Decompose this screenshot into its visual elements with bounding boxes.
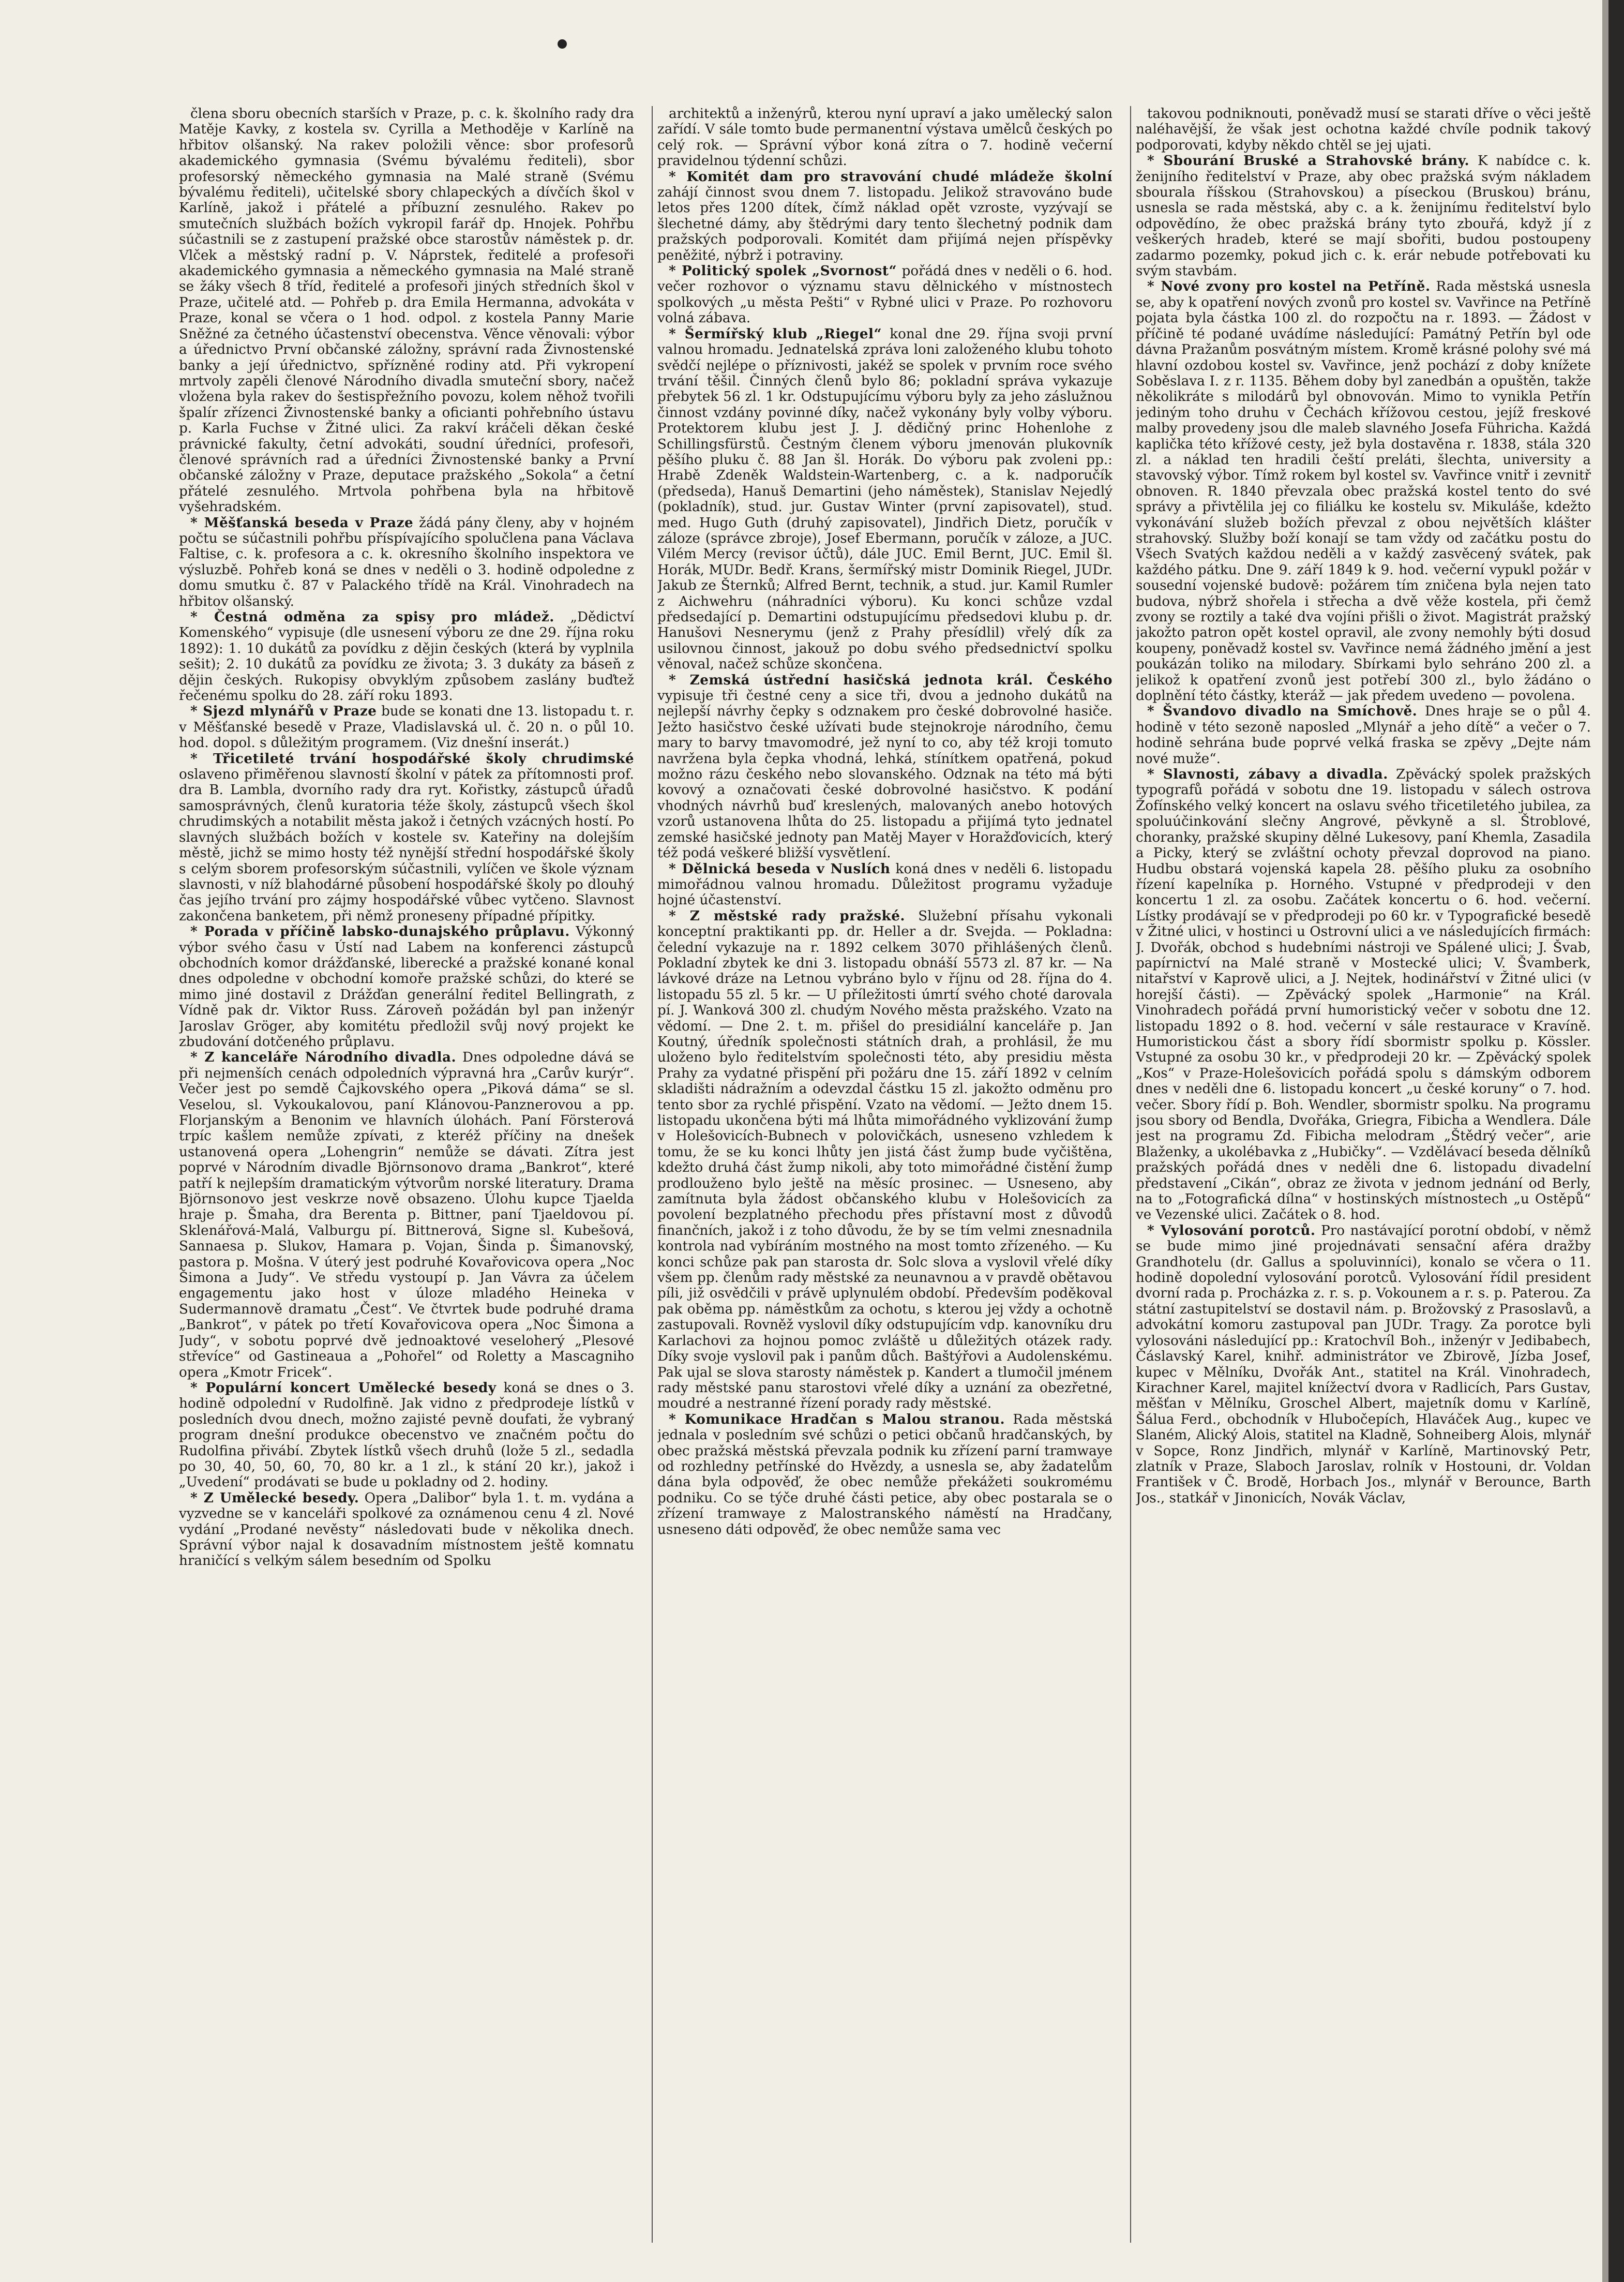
- article-paragraph: [179, 1050, 634, 1380]
- article-text: Zpěvácký spolek pražských typografů pořádá v sobotu dne 19. listopadu v sálech ostrova Žofínského velký koncert na oslavu svého třicetiletého jubilea, za spoluúčinkování slečny Angrové, pěvkyně a sl. Štroblové, choranky, pražské skupiny dělné Lukesovy, paní Khemla, Zasadila a Picky, který se zvláštní ochoty převzal doprovod na piano. Hudbu obstará vojenská kapela 28. pěšího pluku za osobního řízení kapelníka p. Horného. Vstupné v předprodeji v den koncertu 1 zl. za osobu. Začátek koncertu o 6. hod. večerní. Lístky prodávají se v předprodeji po 60 kr. v Typografické besedě v Žitné ulici, v hostinci u Ostrovní ulici a ve následujících firmách: J. Dvořák, obchod s hudebními nástroji ve Spálené ulici; J. Švab, papírnictví na Malé straně v Mostecké ulici; V. Švamberk, nitařství v Kaprově ulici, a J. Nejtek, hodinářství v Žitné ulici (v horejší části). — Zpěvácký spolek „Harmonie“ na Král. Vinohradech pořádá první humoristický večer v sobotu dne 12. listopadu 1892 o 8. hod. večerní v sále restaurace v Kravíně. Humoristickou část a sbory řídí sbormistr spolku p. Kössler. Vstupné za osobu 30 kr., v předprodeji 20 kr. — Zpěvácký spolek „Kos“ v Praze-Holešovicích pořádá spolu s dámským odborem dnes v neděli dne 6. listopadu koncert „u české koruny“ o 7. hod. večer. Sbory řídí p. Boh. Wendler, sbormistr spolku. Na programu jsou sbory od Bendla, Dvořáka, Griegra, Fibicha a Wendlera. Dále jest na programu Zd. Fibicha melodram „Štědrý večer“, arie Blaženky, a ukolébavka z „Hubičky“. — Vzdělávací beseda dělníků pražských pořádá dnes v neděli dne 6. listopadu divadelní představení „Cikán“, obraz ze života v jednom jednání od Berly, na to „Fotografická dílna“ v hostinských místnostech „u Ostěpů“ ve Vezenské ulici. Začátek o 8. hod.: [1136, 767, 1591, 1223]
- article-heading: * Z Umělecké besedy.: [190, 1489, 359, 1506]
- article-paragraph: [657, 861, 1112, 908]
- article-text: pořádá dnes v neděli o 6. hod. večer rozhovor o významu stavu dělnického v místnostech spolkových „u města Pešti“ v Rybné ulici v Praze. Po rozhovoru volná zábava.: [657, 263, 1112, 326]
- article-paragraph: [657, 106, 1112, 169]
- news-columns: [179, 106, 1591, 2243]
- article-text: architektů a inženýrů, kterou nyní upraví a jako umělecký salon zařídí. V sále tomto bude permanentní výstava umělců českých po celý rok. — Správní výbor koná zítra o 7. hodině večerní pravidelnou týdenní schůzi.: [657, 106, 1112, 169]
- column-2: [657, 106, 1112, 2243]
- article-paragraph: [657, 326, 1112, 673]
- article-heading: * Nové zvony pro kostel na Petříně.: [1147, 278, 1431, 295]
- article-heading: * Sbourání Bruské a Strahovské brány.: [1147, 153, 1470, 169]
- article-text: Opera „Dalibor“ byla 1. t. m. vydána a vyzvedne se v kanceláři spolkové za oznámenou cenu 4 zl. Nové vydání „Prodané nevěsty“ následovati bude v několika dnech. Správní výbor najal k dosavadním místnostem ještě komnatu hraničící s velkým sálem besedním od Spolku: [179, 1490, 634, 1569]
- article-heading: * Porada v příčině labsko-dunajského průplavu.: [190, 923, 570, 940]
- article-text: Rada městská jednala v posledním své schůzi o petici občanů hradčanských, by obec pražská městská převzala podnik ku zřízení parní tramwaye od rozhledny petřínské do Hvězdy, a usnesla se, aby žadatelům dána byla odpověď, že obec nemůže překážeti soukromému podniku. Co se týče druhé části petice, aby obec postarala se o zřízení tramwaye z Malostranského náměstí na Hradčany, usneseno dáti odpověď, že obec nemůže sama vec: [657, 1411, 1112, 1538]
- article-heading: * Čestná odměna za spisy pro mládež.: [190, 609, 554, 625]
- article-paragraph: [657, 169, 1112, 263]
- article-heading: * Populární koncert Umělecké besedy: [190, 1379, 497, 1396]
- article-paragraph: [179, 1380, 634, 1490]
- article-paragraph: [657, 263, 1112, 326]
- article-text: bude se konati dne 13. listopadu t. r. v Měšťanské besedě v Praze, Vladislavská ul. č. 20 n. o půl 10. hod. dopol. s důležitým programem. (Viz dnešní inserát.): [179, 704, 634, 751]
- article-text: „Dědictví Komenského“ vypisuje (dle usnesení výboru ze dne 29. října roku 1892): 1. 10 dukátů za povídku z dějin českých (která by vyplnila sešit); 2. 10 dukátů za povídku ze života; 3. 3 dukáty za báseň z dějin českých. Rukopisy obvyklým způsobem zaslány buďtež řečenému spolku do 28. září roku 1893.: [179, 609, 634, 704]
- article-text: člena sboru obecních starších v Praze, p. c. k. školního rady dra Matěje Kavky, z kostela sv. Cyrilla a Methoděje v Karlíně na hřbitov olšanský. Na rakev položili věnce: sbor profesorů akademického gymnasia (Svému bývalému řediteli), sbor profesorský německého gymnasia na Malé straně (Svému bývalému řediteli), učitelské sbory chlapeckých a dívčích škol v Karlíně, jakož i přátelé a příbuzní zesnulého. Rakev po smutečních službách božích vykropil farář dp. Hnojek. Pohřbu súčastnili se z zastupení pražské obce starostův náměstek p. dr. Vlček a městský radní p. V. Náprstek, ředitelé a profesoři akademického gymnasia a německého gymnasia na Malé straně se žáky všech 8 tříd, ředitelé a profesoři jiných středních škol v Praze, učitelé atd. — Pohřeb p. dra Emila Hermanna, advokáta v Praze, konal se včera o 1 hod. odpol. z kostela Panny Marie Sněžné za četného účastenství obecenstva. Věnce věnovali: výbor a úřednictvo První občanské záložny, správní rada Živnostenské banky a její úřednictvo, spřízněné rodiny atd. Při vykropení mrtvoly zapěli členové Národního divadla smuteční sbory, načež vložena byla rakev do šestispřežního povozu, kolem něhož tvořili špalír zřízenci Živnostenské banky a oficianti pohřebního ústavu p. Karla Fuchse v Žitné ulici. Za rakví kráčeli děkan české právnické fakulty, četní advokáti, soudní úředníci, profesoři, členové správních rad a úředníci Živnostenské banky a První občanské záložny v Praze, deputace pražského „Sokola“ a četní přátelé zesnulého. Mrtvola pohřbena byla na hřbitově vyšehradském.: [179, 106, 634, 515]
- article-paragraph: [1136, 1223, 1591, 1506]
- article-text: Pro nastávající porotní období, v němž se bude mimo jiné projednávati sensační aféra dražby Grandhotelu (dr. Gallus a spoluvinníci), konalo se včera o 11. hodině dopolední vylosování porotců. Vylosování řídil president dvorní rada p. Procházka z. r. s. p. Vokounem a r. s. p. Paterou. Za státní zastupitelství se dostavil nám. p. Brožovský z Prasoslavů, a advokátní komoru zastupoval pan JUDr. Tragy. Za porotce byli vylosováni následující pp.: Kratochvíl Boh., inženýr v Jedibabech, Čáslavský Karel, knihř. administrátor ve Zbirově, Jízba Josef, kupec v Mělníku, Dvořák Ant., statitel na Král. Vinohradech, Kirachner Karel, majitel knížectví dvora v Radlicích, Pars Gustav, měšťan v Mělníku, Groschel Albert, majetník domu v Karlíně, Šálua Ferd., obchodník v Hlubočepích, Hlaváček Aug., kupec ve Slaném, Alický Alois, statitel na Kladně, Sohneiberg Alois, mlynář v Sopce, Ronz Jindřich, mlynář v Karlíně, Martinovský Petr, zlatník v Praze, Slaboch Jaroslav, rolník v Hostouni, dr. Voldan František v Č. Brodě, Horbach Jos., mlynář v Berounce, Barth Jos., statkář v Jinonicích, Novák Václav,: [1136, 1222, 1591, 1506]
- article-text: Dnes hraje se o půl 4. hodině v této sezoně naposled „Mlynář a jeho dítě“ a večer o 7. hodině sehrána bude poprvé velká fraska se zpěvy „Dejte nám nové muže“.: [1136, 704, 1591, 767]
- article-text: koná se dnes o 3. hodině odpolední v Rudolfině. Jak vidno z předprodeje lístků v posledních dvou dnech, možno zajisté pevně doufati, že vybraný program dnešní produkce obecenstvo ve značném počtu do Rudolfina přivábí. Zbytek lístků všech druhů (lože 5 zl., sedadla po 30, 40, 50, 60, 70, 80 kr. a 1 zl., k stání 20 kr.), jakož i „Uvedení“ prodávati se bude u pokladny od 2. hodiny.: [179, 1380, 634, 1490]
- column-3: [1136, 106, 1591, 2243]
- article-text: konal dne 29. října svoji první valnou hromadu. Jednatelská zpráva loni založeného klubu tohoto svědčí nejlépe o příznivosti, jakéž se spolek v prvním roce svého trvání těšil. Činných členů bylo 86; pokladní správa vykazuje přebytek 56 zl. 1 kr. Odstupujícímu výboru byly za jeho záslužnou činnost vzdány povinné díky, načež vykonány byly volby výboru. Protektorem klubu jest J. J. dědičný princ Hohenlohe z Schillingsfürstů. Čestným členem výboru jmenován plukovník pěšího pluku č. 88 Jan šl. Horák. Do výboru pak zvoleni pp.: Hrabě Zdeněk Waldstein-Wartenberg, c. a k. nadporučík (předseda), Hanuš Demartini (jeho náměstek), Stanislav Nejedlý (pokladník), stud. jur. Gustav Winter (první zapisovatel), stud. med. Hugo Guth (druhý zapisovatel), Jindřich Dietz, poručík v záloze (správce zbroje), Josef Ebermann, poručík v záloze, a JUC. Vilém Mercy (revisor účtů), dále JUC. Emil Bernt, JUC. Emil šl. Horák, MUDr. Bedř. Krans, šermířský mistr Dominik Riegel, JUDr. Jakub ze Šternků; Alfred Bernt, technik, a stud. jur. Kamil Rumler z Aichwehru (náhradníci výboru). Ku konci schůze vzdal předsedající p. Demartini odstupujícímu předsedovi klubu p. dr. Hanušovi Nesnerymu (jenž z Prahy přesídlil) vřelý dík za usilovnou činnost, jakouž po dobu svého předsednictví spolku věnoval, načež schůze skončena.: [657, 326, 1112, 673]
- article-heading: * Komitét dam pro stravování chudé mládeže školní: [669, 168, 1112, 185]
- article-heading: * Vylosování porotců.: [1147, 1222, 1316, 1239]
- article-heading: * Šermířský klub „Riegel“: [669, 325, 882, 342]
- article-paragraph: [179, 704, 634, 751]
- article-heading: * Švandovo divadlo na Smíchově.: [1147, 703, 1418, 720]
- article-heading: * Třicetileté trvání hospodářské školy chrudimské: [190, 750, 634, 767]
- article-heading: * Z městské rady pražské.: [669, 907, 905, 924]
- punch-hole: [558, 39, 567, 49]
- article-text: K nabídce c. k. ženijního ředitelství v Praze, aby obec pražská svým nákladem sbourala říšskou (Strahovskou) a píseckou (Bruskou) bránu, usnesla se rada městská, aby c. a k. ženijnímu ředitelství bylo odpovědíno, že obec pražská brány tyto zbouřá, když jí z veškerých hradeb, které se mají sbořiti, budou postoupeny zadarmo pozemky, pokud jich c. k. erár nebude potřebovati ku svým stavbám.: [1136, 153, 1591, 279]
- article-paragraph: [1136, 153, 1591, 279]
- article-heading: * Měšťanská beseda v Praze: [190, 514, 414, 531]
- article-paragraph: [657, 908, 1112, 1412]
- article-text: zahájí činnost svou dnem 7. listopadu. Jelikož stravováno bude letos přes 1200 dítek, čímž náklad opět vzroste, vyzývají se šlechetné dámy, aby štědrými dary tento šlechetný podnik dam pražských podporovali. Komitét dam přijímá nejen příspěvky peněžité, nýbrž i potraviny.: [657, 185, 1112, 263]
- page-edge-shadow: [1602, 0, 1608, 2282]
- article-heading: * Sjezd mlynářů v Praze: [190, 703, 377, 720]
- article-text: vypisuje tři čestné ceny a sice tři, dvou a jednoho dukátů na nejlepší návrhy čepky s odznakem pro české dobrovolné hasiče. Ježto hasičstvo české užívati bude stejnokroje národního, čemu mary to barvy tmavomodré, jež nyní to co, aby též kroji tomuto navržena byla čepka vhodná, lehká, stínítkem opatřená, pokud možno rázu českého nebo slovanského. Odznak na této má býti kovový a označovati české dobrovolné hasičstvo. K podání vhodných návrhů buď kreslených, malovaných anebo hotových vzorů ustanovena lhůta do 25. listopadu a přijímá tyto jednatel zemské hasičské jednoty pan Matěj Mayer v Horažďovicích, který též podá veškeré bližší vysvětlení.: [657, 688, 1112, 861]
- article-paragraph: [179, 106, 634, 515]
- article-heading: * Dělnická beseda v Nuslích: [669, 860, 891, 877]
- article-heading: * Slavnosti, zábavy a divadla.: [1147, 766, 1388, 783]
- article-text: Služební přísahu vykonali konceptní praktikanti pp. dr. Heller a dr. Svejda. — Pokladna: čelední vykazuje na r. 1892 celkem 3070 přihlášených členů. Pokladní zbytek ke dni 3. listopadu obnáší 5573 zl. 87 kr. — Na lávkové dráze na Letnou vybráno bylo v říjnu od 28. října do 4. listopadu 55 zl. 5 kr. — U příležitosti úmrtí svého choté darovala pí. J. Wanková 300 zl. chudým Nového města pražského. Vzato na vědomí. — Dne 2. t. m. přišel do presidiální kanceláře p. Jan Koutný, úředník společnosti státních drah, a prohlásil, že mu uloženo bylo ředitelstvím společnosti této, aby presidiu města Prahy za vydatné přispění při požáru dne 15. září 1892 v celním skladišti nádražním a odevzdal částku 15 zl. jakožto odměnu pro tento sbor za rychlé přispění. Vzato na vědomí. — Ježto dnem 15. listopadu ukončena býti má lhůta mimořádného vyklizování žump v Holešovicích-Bubnech v polovičkách, usneseno vzhledem k tomu, že se ku konci lhůty jen jistá část žump bude vyčištěna, kdežto druhá část žump nikoli, aby toto mimořádné čistění žump prodlouženo bylo ještě na měsíc prosinec. — Usneseno, aby zamítnuta byla žádost občanského klubu v Holešovicích za povolení bezplatného přechodu přes přístavní most z důvodů finančních, jakož i z toho důvodu, že by se tím velmi znesnadnila kontrola nad vybíráním mostného na most tomto zřízeného. — Ku konci schůze pak pan starosta dr. Solc slova a vyslovil vřelé díky všem pp. členům rady městské za neunavnou a v pravdě obětavou píli, již osvědčili v právě uplynulém období. Především poděkoval pak oběma pp. náměstkům za ochotu, s kterou jej vždy a ochotně zastupovali. Rovněž vyslovil díky odstupujícím vdp. kanovníku dru Karlachovi za hojnou pomoc zvláště u důležitých otázek rady. Díky svoje vyslovil pak i panům důch. Baštýřovi a Audolenskému. Pak ujal se slova starosty náměstek p. Kandert a tlumočil jménem rady městské panu starostovi vřelé díky a uznání za obezřetné, moudré a nestranné řízení porady rady městské.: [657, 908, 1112, 1412]
- article-text: Dnes odpoledne dává se při nejmenších cenách odpoledních výpravná hra „Carův kurýr“. Večer jest po semdě Čajkovského opera „Piková dáma“ se sl. Veselou, sl. Vykoukalovou, paní Klánovou-Panznerovou a pp. Florjanským a Benonim ve hlavních úlohách. Paní Försterová trpíc kašlem nemůže zpívati, z kteréž příčiny na dnešek ustanovená opera „Lohengrin“ nemůže se dávati. Zítra jest poprvé v Národním divadle Björnsonovo drama „Bankrot“, které patří k nejlepším dramatickým výtvorům norské literatury. Drama Björnsonovo jest veskrze nově obsazeno. Úlohu kupce Tjaelda hraje p. Šmaha, dra Berenta p. Bittner, paní Tjaeldovou pí. Sklenářová-Malá, Valburgu pí. Bittnerová, Signe sl. Kubešová, Sannaesa p. Slukov, Hamara p. Vojan, Šinda p. Šimanovský, pastora p. Mošna. V úterý jest podruhé Kovařovicova opera „Noc Šimona a Judy“. Ve středu vystoupí p. Jan Vávra za účelem engagementu jako host v úloze mladého Heineka v Sudermannově dramatu „Čest“. Ve čtvrtek bude podruhé drama „Bankrot“, v pátek po třetí Kovařovicova opera „Noc Šimona a Judy“, v sobotu poprvé dvě jednoaktové veseloherý „Plesové střevíce“ od Gastineaua a „Pohořel“ od Roletty a Mascagniho opera „Kmotr Fricek“.: [179, 1050, 634, 1380]
- article-text: koná dnes v neděli 6. listopadu mimořádnou valnou hromadu. Důležitost programu vyžaduje hojné účastenství.: [657, 861, 1112, 908]
- article-text: takovou podniknouti, poněvadž musí se starati dříve o věci ještě naléhavější, že však jest ochotna každé chvíle podnik takový podporovati, kdyby někdo chtěl se jej ujati.: [1136, 106, 1591, 153]
- article-paragraph: [1136, 106, 1591, 153]
- article-heading: * Zemská ústřední hasičská jednota král. Českého: [669, 672, 1112, 688]
- article-text: oslaveno přiměřenou slavností školní v pátek za přítomnosti prof. dra B. Lambla, dvorního rady dra ryt. Kořistky, zástupců úřadů samosprávných, členů kuratoria téže školy, zástupců všech škol chrudimských a notabilit města jakož i četných vzácných hostí. Po slavných službách božích v kostele sv. Kateřiny na dolejším městě, jichž se mimo hosty též nynější střední hospodářské školy s celým sborem profesorským súčastnili, vylíčen ve škole význam slavnosti, v níž blahodárné působení hospodářské školy po dlouhý čas jejího trvání pro zájmy hospodářské vůbec vytčeno. Slavnost zakončena banketem, při němž proneseny případné přípitky.: [179, 767, 634, 924]
- article-heading: * Politický spolek „Svornost“: [669, 263, 897, 279]
- article-paragraph: [657, 673, 1112, 861]
- article-paragraph: [657, 1412, 1112, 1538]
- article-paragraph: [179, 924, 634, 1050]
- article-heading: * Komunikace Hradčan s Malou stranou.: [669, 1411, 1005, 1427]
- article-paragraph: [179, 751, 634, 924]
- article-paragraph: [179, 515, 634, 609]
- article-text: Rada městská usnesla se, aby k opatření nových zvonů pro kostel sv. Vavřince na Petříně pojata byla částka 100 zl. do rozpočtu na r. 1893. — Žádost v příčině té podané uvádíme následující: Památný Petřín byl ode dávna Pražanům posvátným místem. Kromě krásné polohy své má hlavní ozdobou kostel sv. Vavřince, jenž pochází z doby knížete Soběslava I. z r. 1135. Během doby byl zanedbán a opuštěn, takže několikráte s milodárů byl obnovován. Mimo to vynikla Petřín jediným toho druhu v Čechách křížovou cestou, jejíž freskové malby provedeny jsou dle maleb slavného Josefa Führicha. Každá kaplička této křížové cesty, jež byla dostavěna r. 1838, stála 320 zl. a náklad ten hradili čeští preláti, šlechta, university a stavovský výbor. Tímž rokem byl kostel sv. Vavřince vnitř i zevnitř obnoven. R. 1840 převzala obec pražská kostel tento do své správy a přivtělila jej co filiálku ke kostelu sv. Mikuláše, kdežto vykonávání služeb božích převzal z obou největších klášter strahovský. Služby boží konají se tam vždy od začátku postu do Všech Svatých každou neděli a v každý zasvěcený svátek, pak každého pátku. Dne 9. září 1849 k 9. hod. večerní vypukl požár v sousední vojenské budově: požárem tím zničena byla nejen tato budova, nýbrž shořela i střecha a dvě věže kostela, při čemž zvony se roztily a také dva vojíni přišli o život. Magistrát pražský jakožto patron opět kostel opravil, ale zvony nemohly býti dosud koupeny, poněvadž kostel sv. Vavřince nemá žádného jmění a jest poukázán toliko na milodary. Sbírkami bylo sehráno 200 zl. a jelikož k opatření zvonů jest potřebí 300 zl., bylo žádáno o doplnění této částky, kteráž — jak předem uvedeno — povolena.: [1136, 279, 1591, 704]
- article-paragraph: [1136, 279, 1591, 704]
- article-text: žádá pány členy, aby v hojném počtu se súčastnili pohřbu příspívajícího spolučlena pana Václava Faltise, c. k. profesora a c. k. okresního školního inspektora ve výsluzbě. Pohřeb koná se dnes v neděli o 3. hodině odpoledne z domu smutku č. 87 v Palackého třídě na Král. Vinohradech na hřbitov olšanský.: [179, 515, 634, 609]
- article-paragraph: [179, 1490, 634, 1569]
- page-edge: [1608, 0, 1624, 2282]
- article-paragraph: [1136, 767, 1591, 1223]
- article-paragraph: [179, 609, 634, 704]
- article-paragraph: [1136, 704, 1591, 767]
- column-1: [179, 106, 634, 2243]
- article-heading: * Z kanceláře Národního divadla.: [190, 1049, 457, 1066]
- article-text: Výkonný výbor svého času v Ústí nad Labem na konferenci zástupců obchodních komor drážďanské, liberecké a pražské konané konal dnes odpoledne v obchodní komoře pražské schůzi, do které se mimo jiné dostavil z Drážďan generální ředitel Bellingrath, z Vídně pak dr. Viktor Russ. Zároveň požádán byl pan inženýr Jaroslav Gröger, aby komitétu předložil svůj nový projekt ke zbudování dotčeného průplavu.: [179, 924, 634, 1050]
